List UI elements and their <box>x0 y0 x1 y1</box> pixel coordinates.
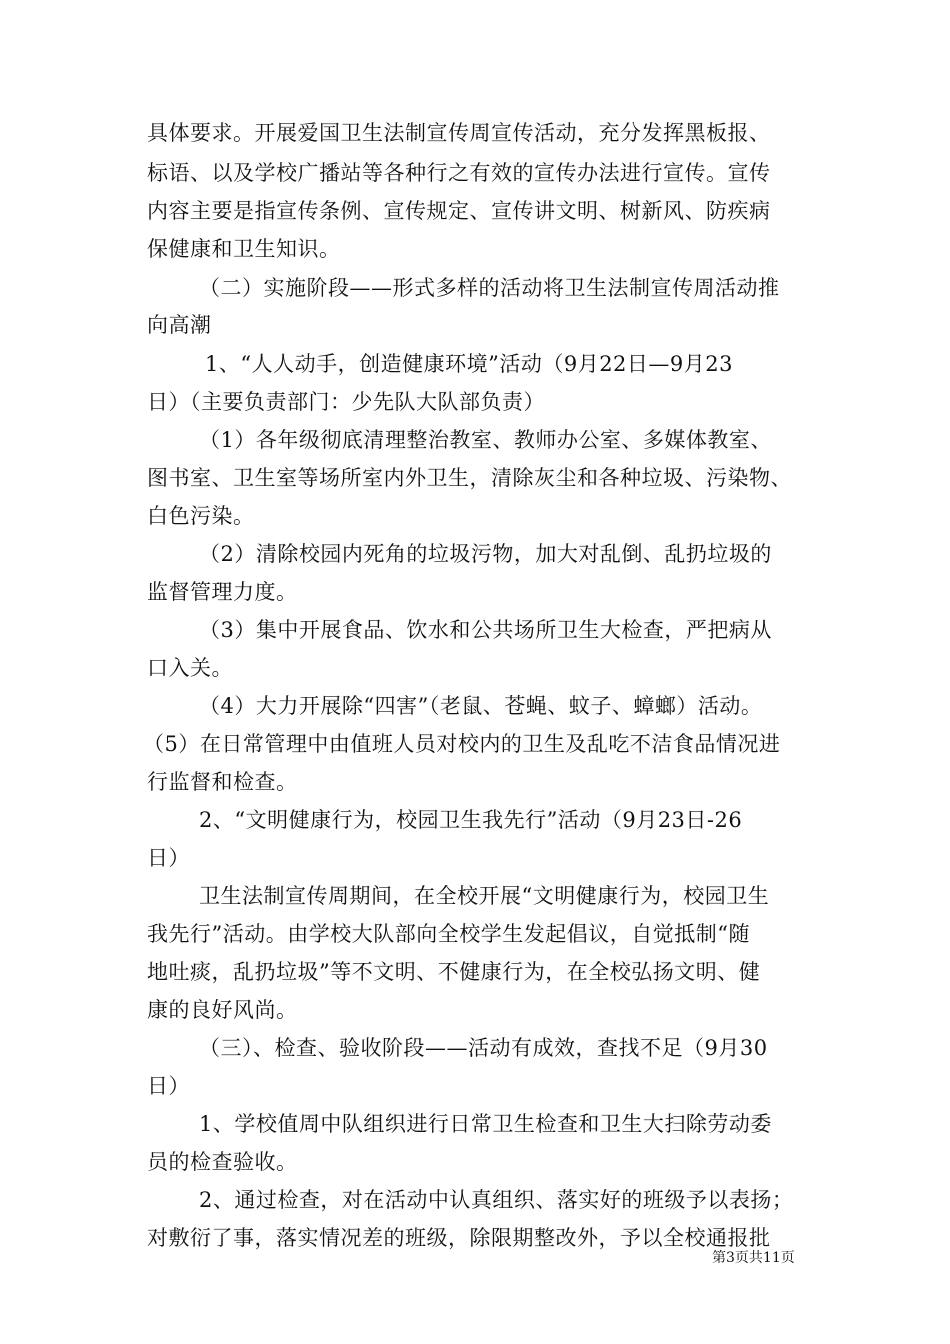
activity-heading: 1、“人人动手，创造健康环境”活动（9月22日—9月23 <box>205 352 733 376</box>
text-line: 1、学校值周中队组织进行日常卫生检查和卫生大扫除劳动委 <box>199 1112 772 1136</box>
text-line: 康的良好风尚。 <box>147 998 298 1022</box>
text-line: 监督管理力度。 <box>147 580 298 604</box>
text-line: （2）清除校园内死角的垃圾污物，加大对乱倒、乱扔垃圾的 <box>199 542 772 566</box>
text-line: （1）各年级彻底清理整治教室、教师办公室、多媒体教室、 <box>199 428 772 452</box>
section-heading: （三）、检查、验收阶段——活动有成效，查找不足（9月30 <box>199 1036 768 1060</box>
text-line: 2、通过检查，对在活动中认真组织、落实好的班级予以表扬； <box>199 1188 794 1212</box>
text-line: （3）集中开展食品、饮水和公共场所卫生大检查，严把病从 <box>199 618 772 642</box>
text-line: 口入关。 <box>147 656 233 680</box>
text-line: 卫生法制宣传周期间，在全校开展“文明健康行为，校园卫生 <box>199 884 770 908</box>
text-line: 行监督和检查。 <box>147 770 298 794</box>
page-number: 第3页共11页 <box>712 1250 795 1266</box>
text-line: 白色污染。 <box>147 504 255 528</box>
text-line: 日） <box>147 1074 190 1098</box>
text-line: 具体要求。开展爱国卫生法制宣传周宣传活动，充分发挥黑板报、 <box>147 121 771 145</box>
activity-heading: 2、“文明健康行为，校园卫生我先行”活动（9月23日-26 <box>199 808 743 832</box>
text-line: 保健康和卫生知识。 <box>147 237 341 261</box>
section-heading: （二）实施阶段——形式多样的活动将卫生法制宣传周活动推 <box>199 276 780 300</box>
text-line: 员的检查验收。 <box>147 1150 298 1174</box>
text-line: （5）在日常管理中由值班人员对校内的卫生及乱吃不洁食品情况进 <box>143 732 781 756</box>
text-line: 对敷衍了事，落实情况差的班级，除限期整改外，予以全校通报批 <box>147 1226 771 1250</box>
text-line: 地吐痰，乱扔垃圾”等不文明、不健康行为，在全校弘扬文明、健 <box>147 960 761 984</box>
text-line: 日） <box>147 846 190 870</box>
text-line: 内容主要是指宣传条例、宣传规定、宣传讲文明、树新风、防疾病 <box>147 199 771 223</box>
text-line: 向高潮 <box>147 313 212 337</box>
text-line: 我先行”活动。由学校大队部向全校学生发起倡议，自觉抵制“随 <box>147 922 750 946</box>
text-line: 日）（主要负责部门：少先队大队部负责） <box>147 390 545 414</box>
text-line: （4）大力开展除“四害”（老鼠、苍蝇、蚊子、蟑螂）活动。 <box>199 694 763 718</box>
text-line: 图书室、卫生室等场所室内外卫生，清除灰尘和各种垃圾、污染物、 <box>147 466 792 490</box>
text-line: 标语、以及学校广播站等各种行之有效的宣传办法进行宣传。宣传 <box>147 161 771 185</box>
